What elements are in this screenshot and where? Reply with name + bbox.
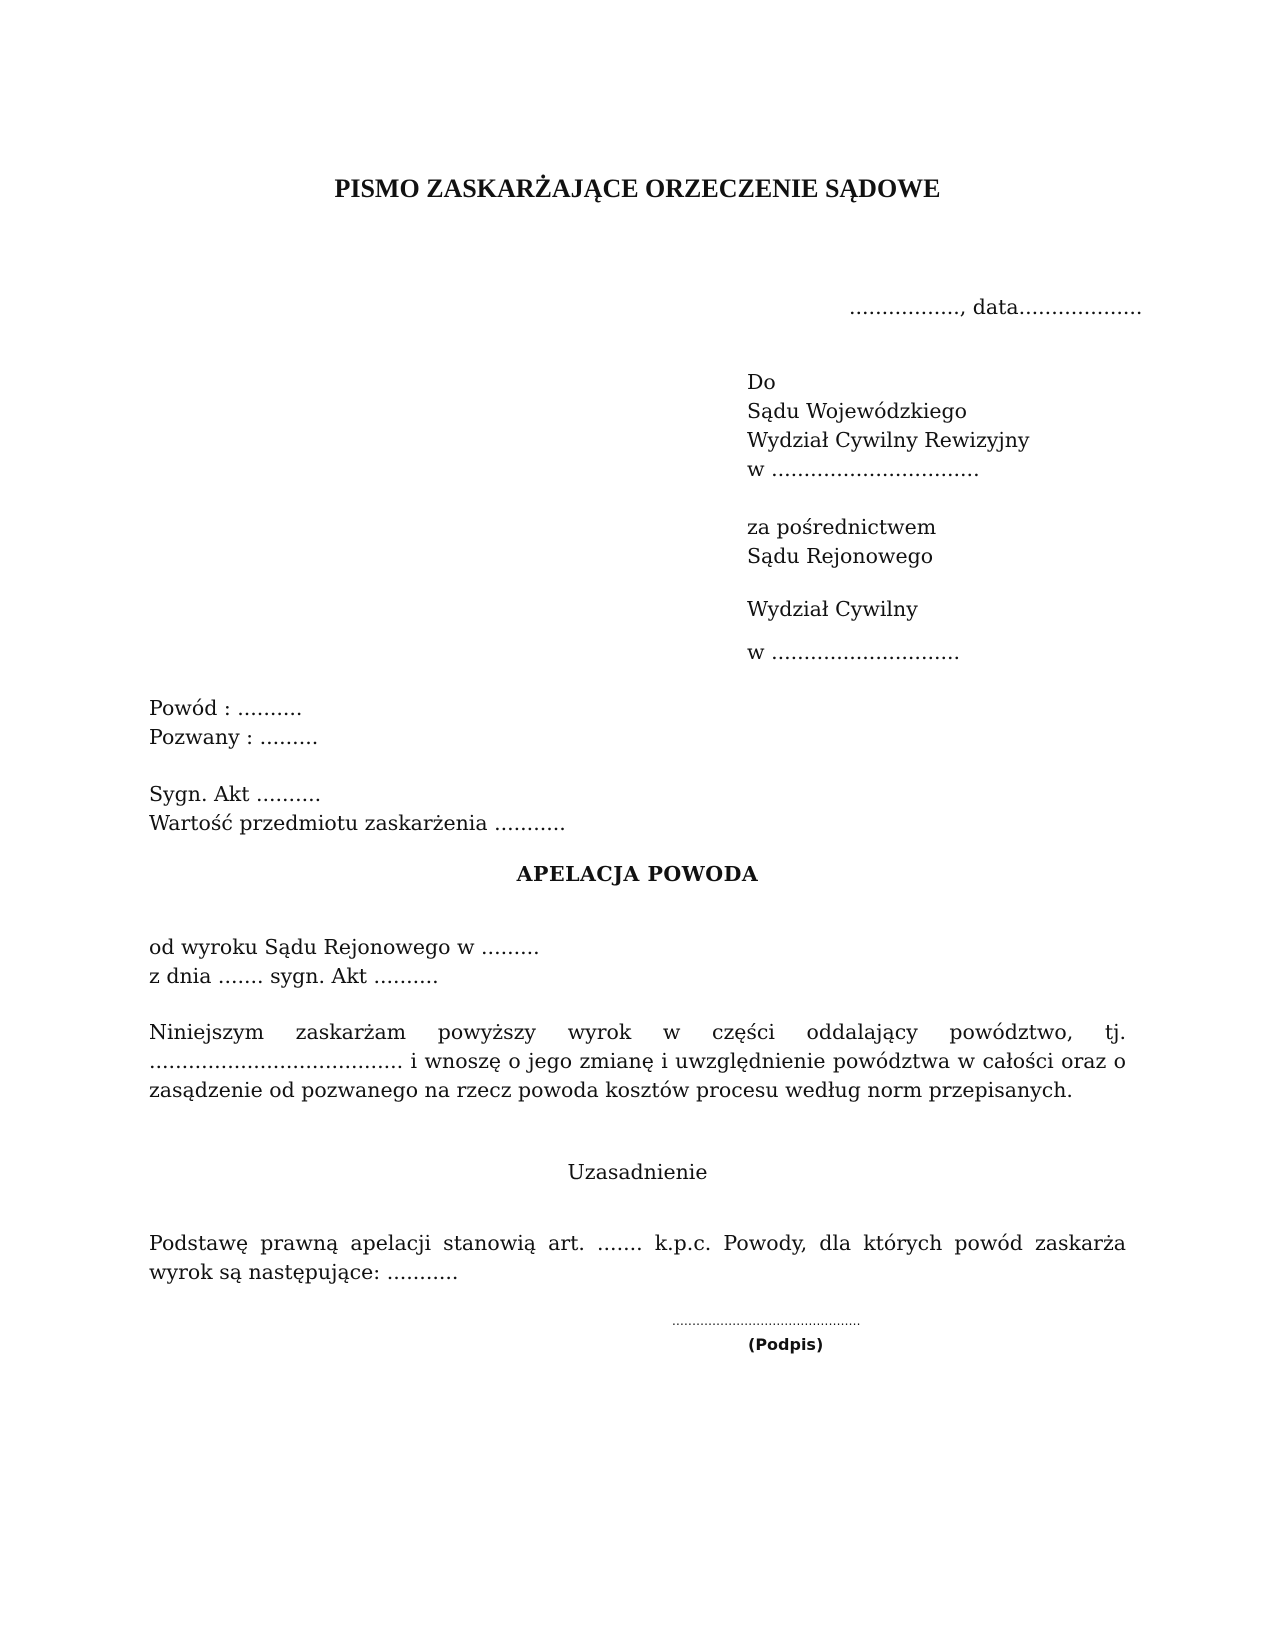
appeal-heading: APELACJA POWODA <box>516 862 759 886</box>
judgment-court-line: od wyroku Sądu Rejonowego w ......... <box>149 935 540 959</box>
intermediary-court: Sądu Rejonowego <box>747 544 934 568</box>
intermediary-city: w ............................. <box>747 640 961 664</box>
defendant-line: Pozwany : ......... <box>149 725 319 749</box>
place-date-line: ................., data................... <box>849 295 1143 319</box>
addressee-block <box>747 368 1030 484</box>
parties-block <box>149 694 318 752</box>
document-title: PISMO ZASKARŻAJĄCE ORZECZENIE SĄDOWE <box>334 174 941 203</box>
judgment-date-line: z dnia ....... sygn. Akt .......... <box>149 964 439 988</box>
addressee-line-to: Do <box>747 370 776 394</box>
case-block <box>149 780 566 838</box>
addressee-division: Wydział Cywilny Rewizyjny <box>747 428 1030 452</box>
addressee-city: w ................................ <box>747 457 980 481</box>
signature-line: ............................................... <box>672 1314 861 1328</box>
intermediary-label: za pośrednictwem <box>747 515 937 539</box>
appeal-value-line: Wartość przedmiotu zaskarżenia ........... <box>149 811 566 835</box>
justification-heading: Uzasadnienie <box>567 1160 708 1184</box>
intermediary-division: Wydział Cywilny <box>747 597 918 621</box>
judgment-block <box>149 933 540 991</box>
case-signature-line: Sygn. Akt .......... <box>149 782 322 806</box>
intermediary-block <box>747 513 936 571</box>
plaintiff-line: Powód : .......... <box>149 696 303 720</box>
addressee-court: Sądu Wojewódzkiego <box>747 399 968 423</box>
signature-label: (Podpis) <box>748 1335 824 1354</box>
justification-paragraph: Podstawę prawną apelacji stanowią art. ....... k.p.c. Powody, dla których powód zaskarża wyrok są następujące: ........... <box>149 1231 1126 1284</box>
appeal-paragraph: Niniejszym zaskarżam powyższy wyrok w części oddalający powództwo, tj. ....................................... i wnoszę o jego zmianę i uwzględnienie powództwa w całości oraz o zasądzenie od pozwanego na rzecz powoda kosztów procesu według norm przepisanych. <box>149 1020 1126 1102</box>
